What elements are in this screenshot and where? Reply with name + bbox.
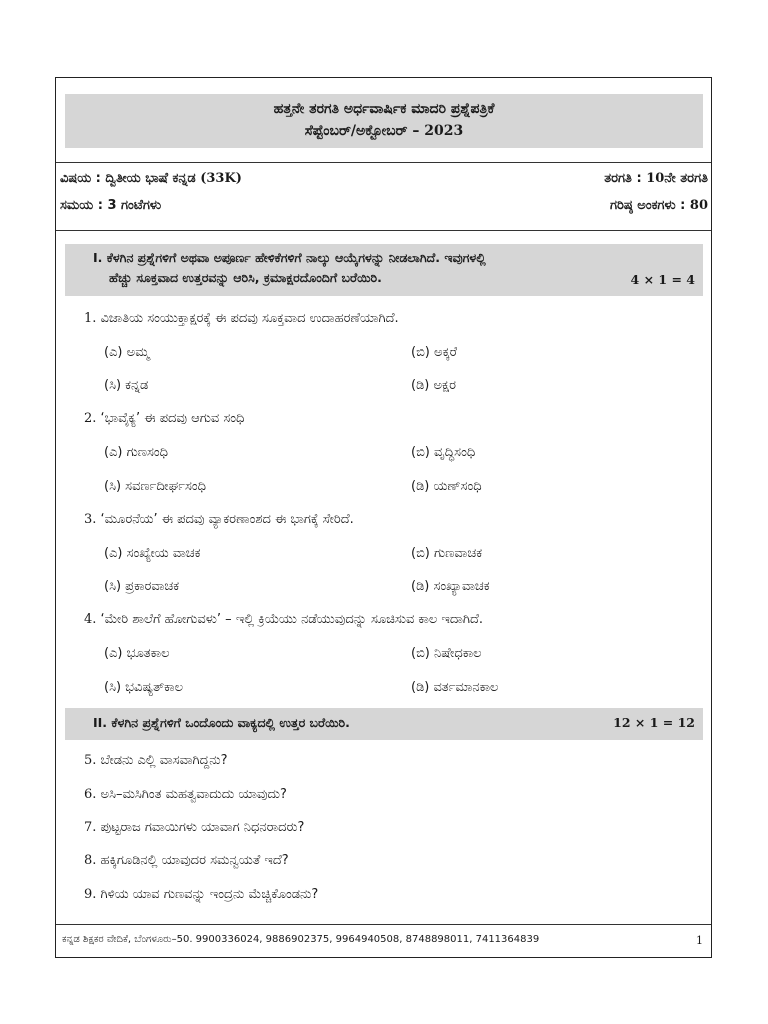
footer-contact: ಕನ್ನಡ ಶಿಕ್ಷಕರ ವೇದಿಕೆ, ಬೆಂಗಳೂರು–50. 9900336024, 9886902375, 9964940508, 8748898011, 7411364839	[62, 934, 540, 945]
section-1-heading	[65, 244, 703, 296]
marks-value: 80	[689, 198, 708, 213]
marks-label: ಗರಿಷ್ಠ ಅಂಕಗಳು :	[609, 198, 690, 213]
question-7: 7. ಪುಟ್ಟರಾಜ ಗವಾಯಿಗಳು ಯಾವಾಗ ನಿಧನರಾದರು?	[84, 820, 305, 835]
q1-option-c: (ಸಿ) ಕನ್ನಡ	[104, 378, 149, 393]
class-info	[604, 171, 708, 186]
q1-option-a: (ಎ) ಅಮ್ಮ	[104, 345, 150, 360]
question-2: 2. ‘ಭಾವೈಕ್ಯ’ ಈ ಪದವು ಆಗುವ ಸಂಧಿ	[84, 411, 245, 426]
section-2-title: II. ಕೆಳಗಿನ ಪ್ರಶ್ನೆಗಳಿಗೆ ಒಂದೊಂದು ವಾಕ್ಯದಲ್ಲಿ ಉತ್ತರ ಬರೆಯಿರಿ.	[93, 715, 350, 730]
time-label: ಸಮಯ :	[60, 198, 108, 213]
subject-label: ವಿಷಯ : ದ್ವಿತೀಯ ಭಾಷೆ ಕನ್ನಡ	[60, 171, 201, 186]
time-info	[60, 198, 161, 213]
subject-info	[60, 171, 242, 186]
question-4: 4. ‘ಮೇರಿ ಶಾಲೆಗೆ ಹೋಗುವಳು’ – ಇಲ್ಲಿ ಕ್ರಿಯೆಯು ನಡೆಯುವುದನ್ನು ಸೂಚಿಸುವ ಕಾಲ ಇದಾಗಿದೆ.	[84, 612, 484, 627]
q3-option-c: (ಸಿ) ಪ್ರಕಾರವಾಚಕ	[104, 579, 180, 594]
section-1-line2: ಹೆಚ್ಚು ಸೂಕ್ತವಾದ ಉತ್ತರವನ್ನು ಆರಿಸಿ, ಕ್ರಮಾಕ್ಷರದೊಂದಿಗೆ ಬರೆಯಿರಿ.	[109, 270, 382, 285]
q2-option-a: (ಎ) ಗುಣಸಂಧಿ	[104, 445, 169, 460]
q2-option-c: (ಸಿ) ಸವರ್ಣದೀರ್ಘಸಂಧಿ	[104, 479, 207, 494]
section-1-line1: I. ಕೆಳಗಿನ ಪ್ರಶ್ನೆಗಳಿಗೆ ಅಥವಾ ಅಪೂರ್ಣ ಹೇಳಿಕೆಗಳಿಗೆ ನಾಲ್ಕು ಆಯ್ಕೆಗಳನ್ನು ನೀಡಲಾಗಿದೆ. ಇವುಗಳಲ್ಲಿ	[93, 250, 486, 265]
q2-option-d: (ಡಿ) ಯಣ್‌ಸಂಧಿ	[411, 479, 482, 494]
class-label: ತರಗತಿ :	[604, 171, 647, 186]
question-1: 1. ವಿಜಾತಿಯ ಸಂಯುಕ್ತಾಕ್ಷರಕ್ಕೆ ಈ ಪದವು ಸೂಕ್ತವಾದ ಉದಾಹರಣೆಯಾಗಿದೆ.	[84, 311, 399, 326]
q2-option-b: (ಬಿ) ವೃದ್ಧಿಸಂಧಿ	[411, 445, 476, 460]
q3-option-b: (ಬಿ) ಗುಣವಾಚಕ	[411, 546, 483, 561]
q1-option-d: (ಡಿ) ಅಕ್ಷರ	[411, 378, 456, 393]
section-2-heading	[65, 708, 703, 740]
q3-option-d: (ಡಿ) ಸಂಖ್ಯಾವಾಚಕ	[411, 579, 490, 594]
paper-title: ಹತ್ತನೇ ತರಗತಿ ಅರ್ಧವಾರ್ಷಿಕ ಮಾದರಿ ಪ್ರಶ್ನೆಪತ್ರಿಕೆ	[273, 101, 495, 117]
q1-option-b: (ಬಿ) ಅಕ್ಕರೆ	[411, 345, 458, 360]
question-8: 8. ಹಕ್ಕಿಗೂಡಿನಲ್ಲಿ ಯಾವುದರ ಸಮನ್ವಯತೆ ಇದೆ?	[84, 853, 289, 868]
divider	[56, 162, 711, 163]
footer	[56, 934, 711, 945]
q4-option-a: (ಎ) ಭೂತಕಾಲ	[104, 646, 170, 661]
question-9: 9. ಗಿಳಿಯ ಯಾವ ಗುಣವನ್ನು ಇಂದ್ರನು ಮೆಚ್ಚಿಕೊಂಡನು?	[84, 887, 319, 902]
q4-option-b: (ಬಿ) ನಿಷೇಧಕಾಲ	[411, 646, 482, 661]
time-value: 3 ಗಂಟೆಗಳು	[107, 198, 162, 213]
class-value: 10ನೇ ತರಗತಿ	[646, 171, 708, 186]
q4-option-d: (ಡಿ) ವರ್ತಮಾನಕಾಲ	[411, 680, 499, 695]
question-6: 6. ಅಸಿ–ಮಸಿಗಿಂತ ಮಹತ್ವವಾದುದು ಯಾವುದು?	[84, 787, 287, 802]
q4-option-c: (ಸಿ) ಭವಿಷ್ಯತ್‌ಕಾಲ	[104, 680, 184, 695]
marks-info	[610, 198, 708, 213]
q3-option-a: (ಎ) ಸಂಖ್ಯೇಯ ವಾಚಕ	[104, 546, 201, 561]
section-1-marks: 4 × 1 = 4	[630, 272, 695, 287]
question-paper	[55, 77, 712, 958]
section-2-marks: 12 × 1 = 12	[613, 715, 695, 730]
subject-code: (33K)	[200, 171, 242, 186]
session-text: ಸೆಪ್ಟೆಂಬರ್/ಅಕ್ಟೋಬರ್ –	[304, 123, 425, 139]
meta-row-1	[60, 171, 708, 186]
divider	[56, 230, 711, 231]
page-number: 1	[696, 934, 703, 947]
meta-row-2	[60, 198, 708, 213]
question-3: 3. ‘ಮೂರನೆಯ’ ಈ ಪದವು ವ್ಯಾಕರಣಾಂಶದ ಈ ಭಾಗಕ್ಕೆ ಸೇರಿದೆ.	[84, 512, 354, 527]
paper-session	[65, 120, 703, 142]
footer-divider	[56, 924, 711, 925]
question-5: 5. ಬೇಡನು ಎಲ್ಲಿ ವಾಸವಾಗಿದ್ದನು?	[84, 753, 228, 768]
title-band	[65, 94, 703, 148]
session-year: 2023	[424, 123, 464, 139]
